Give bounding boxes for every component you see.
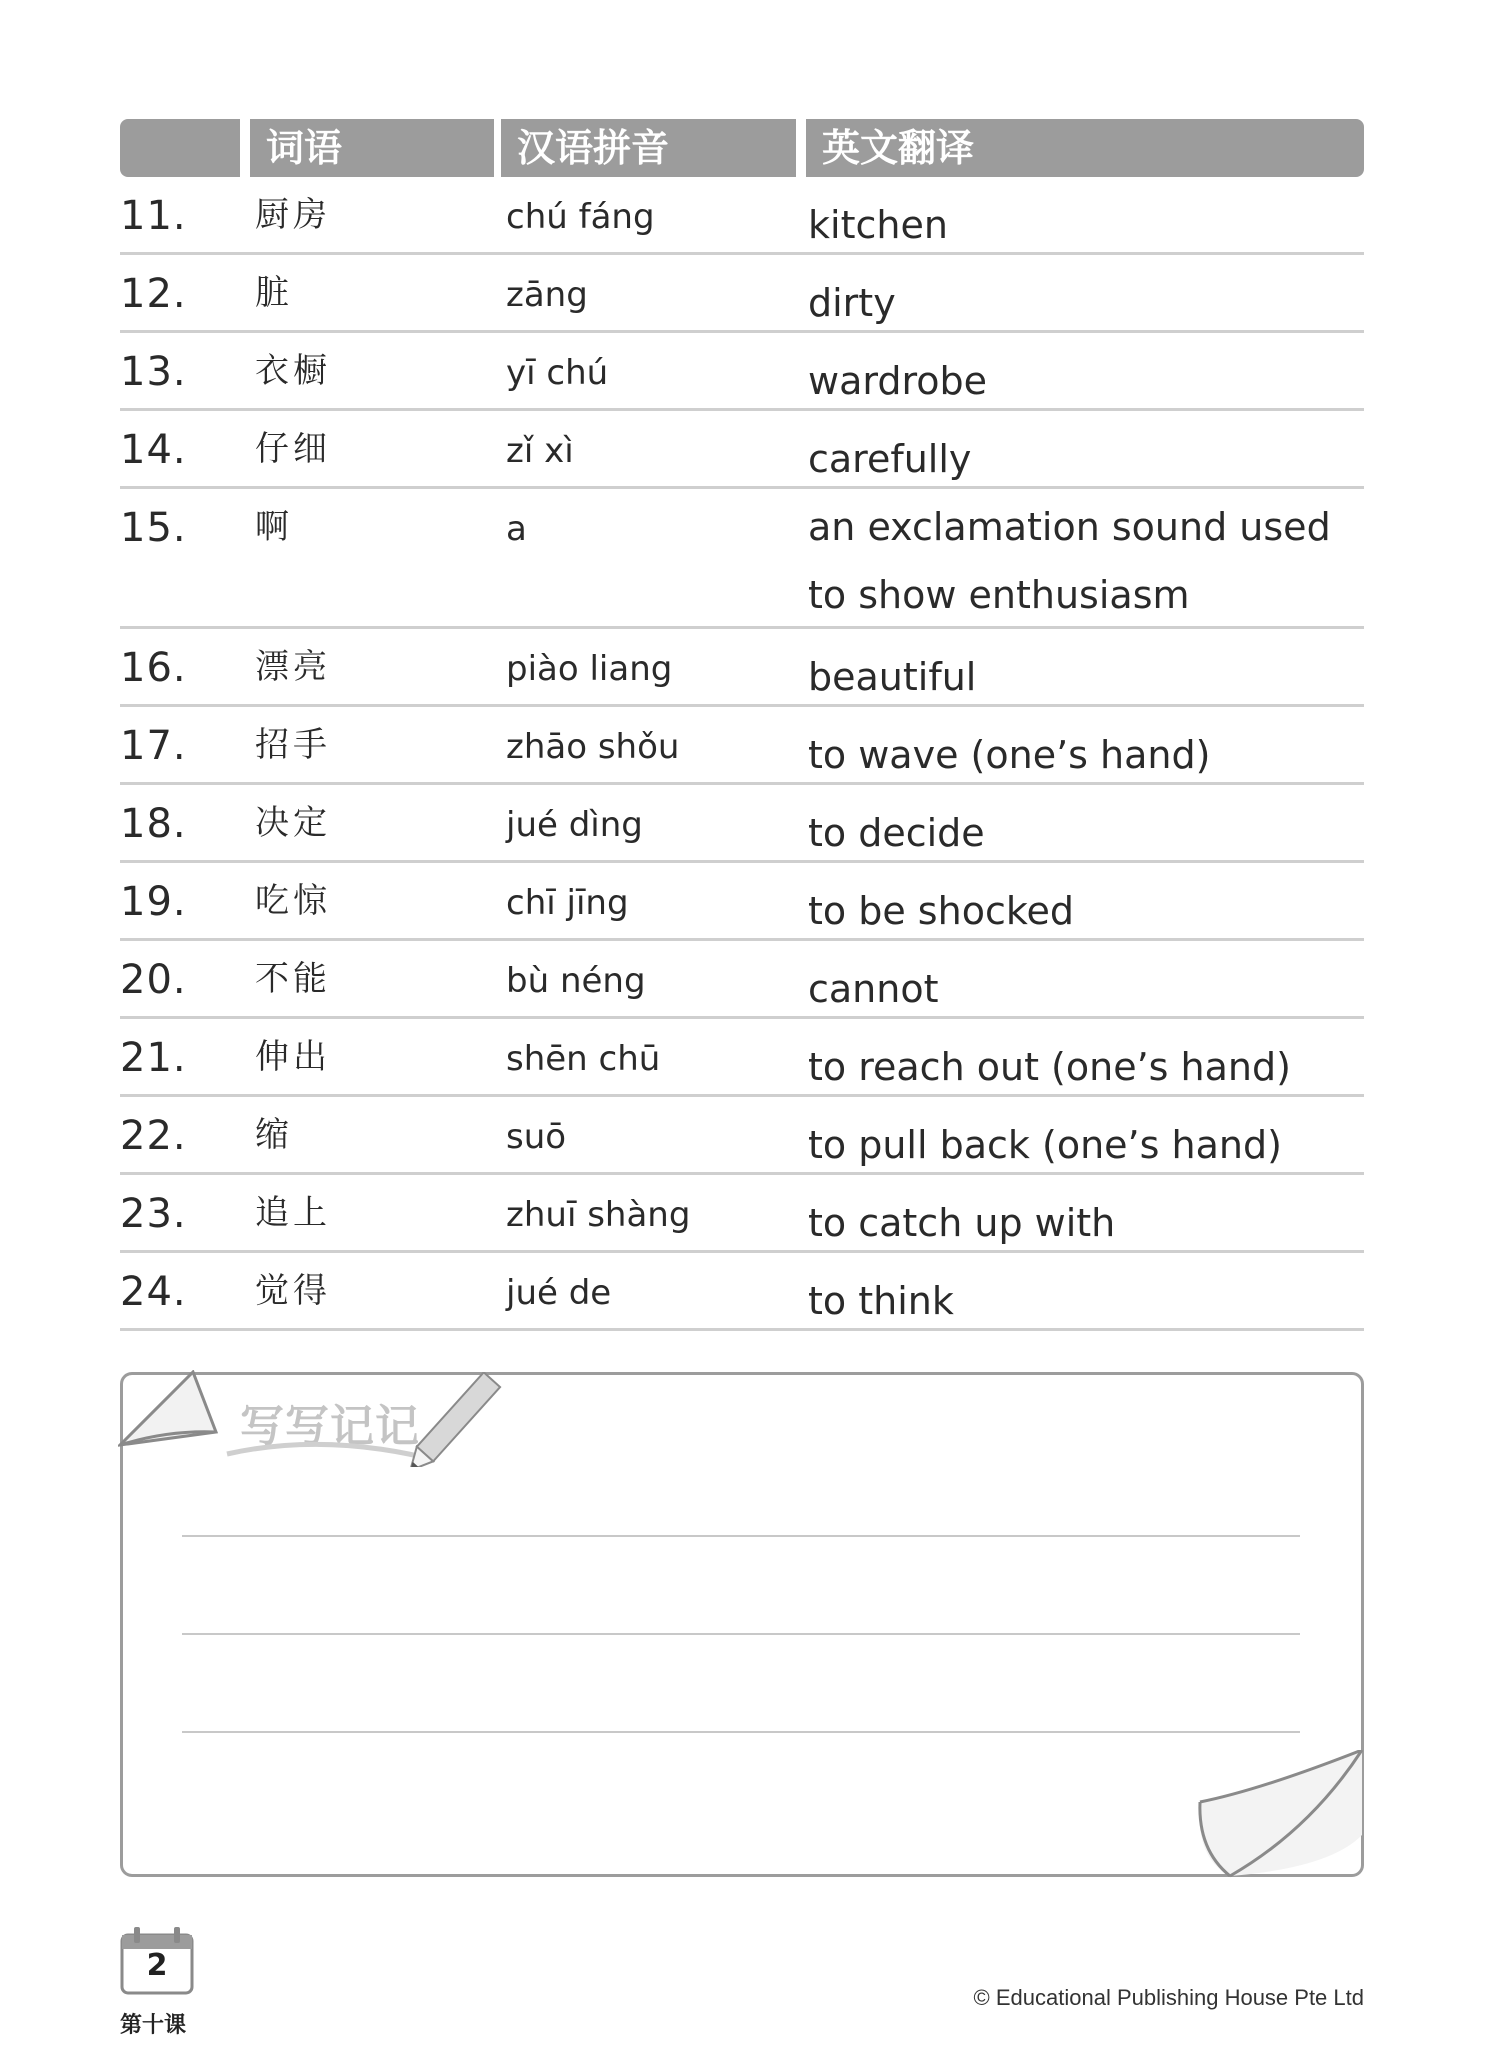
row-number: 13. (120, 349, 187, 395)
chinese-word: 不能 (255, 959, 331, 999)
pinyin-text: suō (506, 1117, 567, 1157)
row-number: 21. (120, 1035, 187, 1081)
english-translation: to reach out (one’s hand) (808, 1045, 1291, 1089)
pinyin-text: zhuī shàng (506, 1195, 691, 1235)
vocabulary-table (120, 177, 1364, 1331)
chinese-word: 决定 (255, 803, 331, 843)
row-number: 15. (120, 505, 187, 551)
english-translation: beautiful (808, 655, 977, 699)
header-pinyin: 汉语拼音 (501, 119, 796, 177)
table-row (120, 785, 1364, 863)
english-translation: dirty (808, 281, 896, 325)
table-row (120, 177, 1364, 255)
chinese-word: 缩 (255, 1115, 293, 1155)
table-row (120, 1253, 1364, 1331)
pinyin-text: chú fáng (506, 197, 655, 237)
header-english: 英文翻译 (806, 119, 1364, 177)
page-curl-top-left-icon (118, 1370, 228, 1450)
note-line[interactable] (182, 1633, 1300, 1635)
table-row (120, 707, 1364, 785)
table-row (120, 489, 1364, 629)
row-number: 23. (120, 1191, 187, 1237)
row-number: 19. (120, 879, 187, 925)
chinese-word: 脏 (255, 273, 293, 313)
row-number: 22. (120, 1113, 187, 1159)
chinese-word: 啊 (255, 507, 293, 547)
english-translation: to be shocked (808, 889, 1074, 933)
english-translation: kitchen (808, 203, 948, 247)
header-word: 词语 (250, 119, 494, 177)
chinese-word: 漂亮 (255, 647, 331, 687)
english-translation: to pull back (one’s hand) (808, 1123, 1282, 1167)
pinyin-text: yī chú (506, 353, 609, 393)
chinese-word: 吃惊 (255, 881, 331, 921)
table-row (120, 1019, 1364, 1097)
english-translation: to wave (one’s hand) (808, 733, 1211, 777)
pinyin-text: bù néng (506, 961, 646, 1001)
pinyin-text: shēn chū (506, 1039, 661, 1079)
page-curl-bottom-right-icon (1190, 1750, 1368, 1880)
notes-title: 写写记记 (240, 1401, 420, 1452)
pinyin-text: a (506, 509, 527, 549)
chinese-word: 伸出 (255, 1037, 331, 1077)
table-row (120, 629, 1364, 707)
row-number: 16. (120, 645, 187, 691)
chinese-word: 觉得 (255, 1271, 331, 1311)
pinyin-text: zhāo shǒu (506, 727, 680, 767)
row-number: 17. (120, 723, 187, 769)
table-row (120, 1097, 1364, 1175)
table-row (120, 255, 1364, 333)
english-translation: carefully (808, 437, 972, 481)
english-translation: to think (808, 1279, 954, 1323)
pencil-icon (225, 1372, 515, 1467)
table-row (120, 941, 1364, 1019)
chinese-word: 追上 (255, 1193, 331, 1233)
pinyin-text: jué de (506, 1273, 612, 1313)
copyright-text: © Educational Publishing House Pte Ltd (973, 1985, 1364, 2010)
header-number-column (120, 119, 240, 177)
english-translation: an exclamation sound used to show enthusiasm (808, 505, 1331, 617)
table-row (120, 411, 1364, 489)
english-translation: to decide (808, 811, 985, 855)
page-number: 2 (146, 1948, 168, 1983)
english-translation: wardrobe (808, 359, 987, 403)
row-number: 20. (120, 957, 187, 1003)
table-row (120, 863, 1364, 941)
row-number: 14. (120, 427, 187, 473)
chinese-word: 厨房 (255, 195, 331, 235)
english-translation: cannot (808, 967, 939, 1011)
english-translation: to catch up with (808, 1201, 1116, 1245)
pinyin-text: piào liang (506, 649, 673, 689)
pinyin-text: zǐ xì (506, 431, 574, 471)
note-line[interactable] (182, 1731, 1300, 1733)
pinyin-text: zāng (506, 275, 588, 315)
row-number: 18. (120, 801, 187, 847)
chinese-word: 衣橱 (255, 351, 331, 391)
table-row (120, 333, 1364, 411)
row-number: 11. (120, 193, 187, 239)
lesson-label: 第十课 (120, 2013, 187, 2038)
pinyin-text: chī jīng (506, 883, 629, 923)
table-row (120, 1175, 1364, 1253)
pinyin-text: jué dìng (506, 805, 643, 845)
chinese-word: 招手 (255, 725, 331, 765)
chinese-word: 仔细 (255, 429, 331, 469)
note-line[interactable] (182, 1535, 1300, 1537)
row-number: 12. (120, 271, 187, 317)
row-number: 24. (120, 1269, 187, 1315)
